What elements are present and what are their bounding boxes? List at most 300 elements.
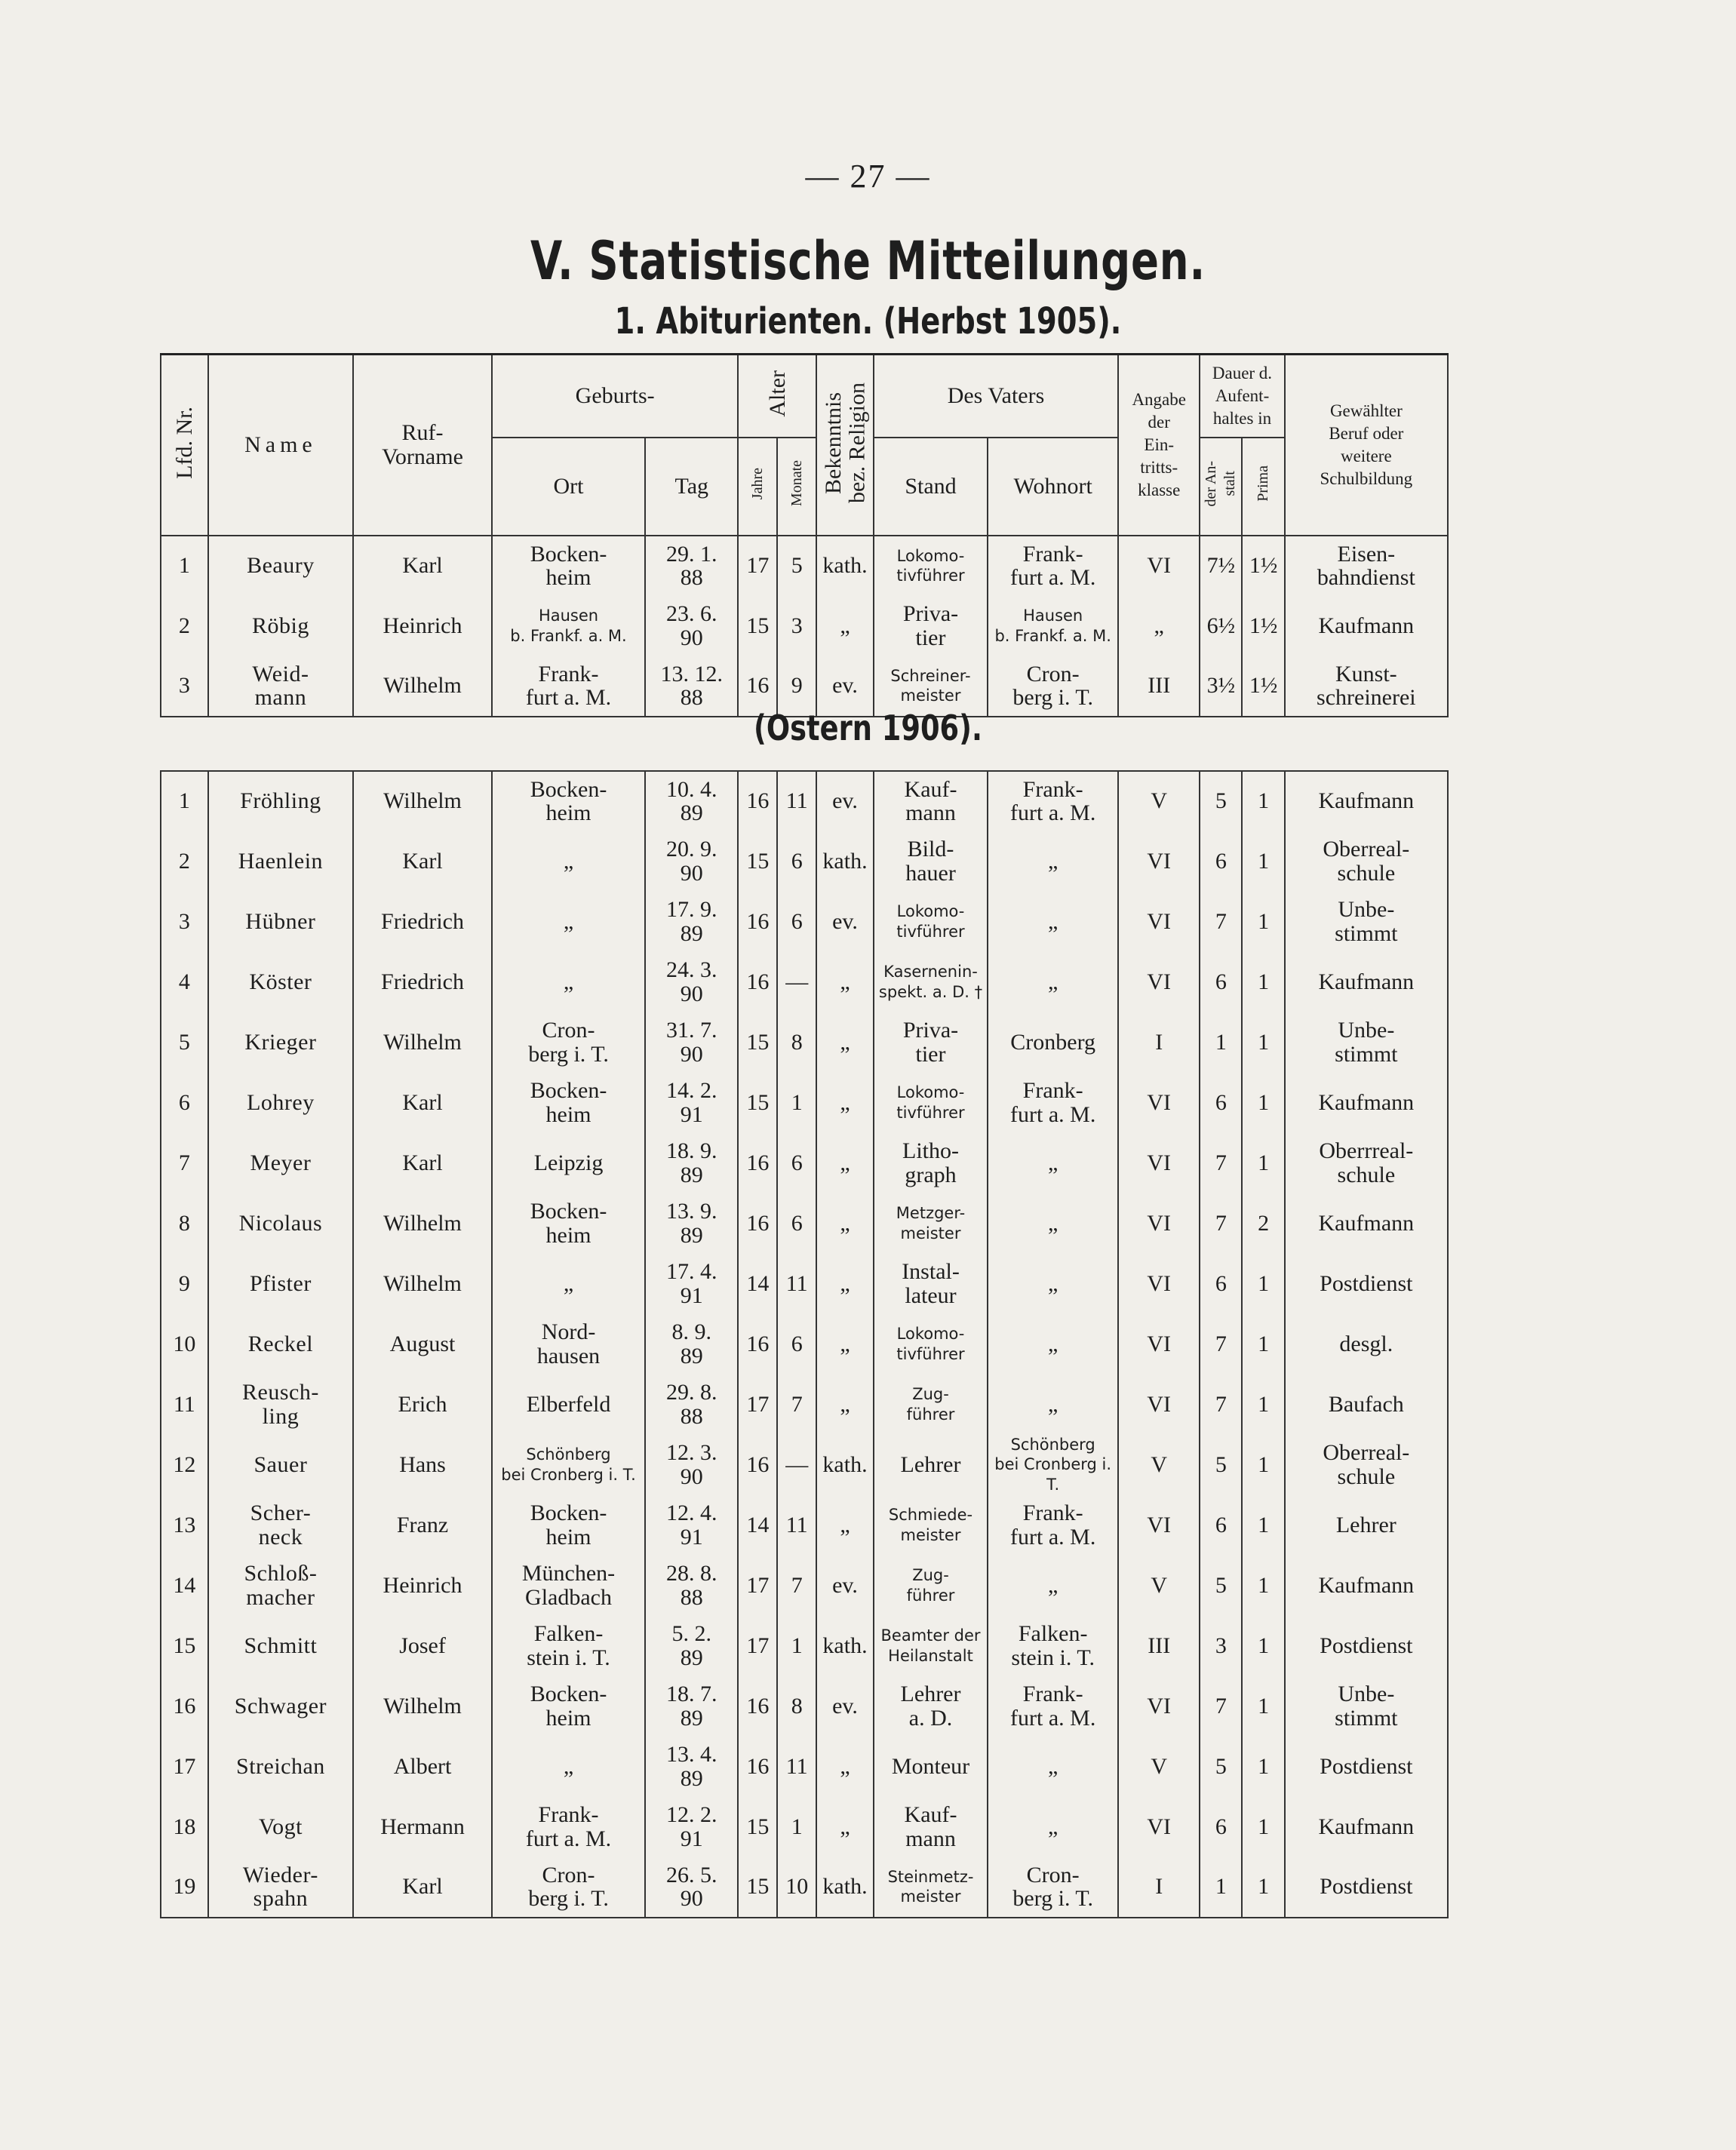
cell-vorname: August — [353, 1314, 492, 1374]
table-header — [161, 355, 1448, 536]
cell-klasse: VI — [1118, 1133, 1200, 1193]
cell-religion: kath. — [816, 1435, 874, 1495]
header-bekenntnis: Bekenntnis bez. Religion — [820, 382, 869, 503]
cell-anstalt: 7 — [1200, 892, 1242, 952]
cell-anstalt: 5 — [1200, 771, 1242, 831]
cell-jahre: 14 — [738, 1495, 777, 1556]
cell-vorname: Friedrich — [353, 952, 492, 1012]
cell-wohnort: Frank- furt a. M. — [988, 536, 1118, 596]
cell-jahre: 16 — [738, 1676, 777, 1737]
cell-vorname: Heinrich — [353, 596, 492, 656]
cell-tag: 17. 4. 91 — [645, 1254, 738, 1314]
cell-name: Wieder- spahn — [208, 1857, 353, 1918]
header-alter: Alter — [764, 370, 790, 417]
cell-klasse: VI — [1118, 952, 1200, 1012]
cell-beruf: Postdienst — [1285, 1737, 1448, 1797]
cell-religion: „ — [816, 1133, 874, 1193]
cell-klasse: I — [1118, 1012, 1200, 1073]
cell-vorname: Franz — [353, 1495, 492, 1556]
cell-beruf: Eisen- bahndienst — [1285, 536, 1448, 596]
cell-nr: 16 — [161, 1676, 208, 1737]
cell-stand: Lehrer a. D. — [874, 1676, 988, 1737]
cell-vorname: Albert — [353, 1737, 492, 1797]
cell-tag: 18. 9. 89 — [645, 1133, 738, 1193]
cell-religion: kath. — [816, 536, 874, 596]
cell-vorname: Wilhelm — [353, 656, 492, 717]
cell-wohnort: „ — [988, 1737, 1118, 1797]
cell-ort: Nord- hausen — [492, 1314, 645, 1374]
cell-beruf: Kaufmann — [1285, 1193, 1448, 1254]
table-row — [161, 596, 1448, 656]
cell-wohnort: „ — [988, 1556, 1118, 1616]
table-row — [161, 1797, 1448, 1857]
cell-monate: 10 — [777, 1857, 816, 1918]
cell-jahre: 15 — [738, 1073, 777, 1133]
cell-stand: Kauf- mann — [874, 1797, 988, 1857]
cell-stand: Metzger- meister — [874, 1193, 988, 1254]
cell-monate: 11 — [777, 1495, 816, 1556]
cell-tag: 12. 4. 91 — [645, 1495, 738, 1556]
cell-tag: 28. 8. 88 — [645, 1556, 738, 1616]
header-name: Name — [208, 355, 353, 536]
cell-anstalt: 6 — [1200, 952, 1242, 1012]
cell-klasse: VI — [1118, 1495, 1200, 1556]
cell-wohnort: „ — [988, 1193, 1118, 1254]
header-anstalt: der An- stalt — [1203, 460, 1239, 507]
cell-jahre: 16 — [738, 952, 777, 1012]
cell-anstalt: 5 — [1200, 1556, 1242, 1616]
cell-ort: Frank- furt a. M. — [492, 1797, 645, 1857]
cell-klasse: VI — [1118, 1193, 1200, 1254]
cell-wohnort: Frank- furt a. M. — [988, 771, 1118, 831]
header-des-vaters: Des Vaters — [874, 355, 1118, 438]
cell-beruf: desgl. — [1285, 1314, 1448, 1374]
cell-ort: Falken- stein i. T. — [492, 1616, 645, 1676]
cell-nr: 12 — [161, 1435, 208, 1495]
cell-anstalt: 1 — [1200, 1012, 1242, 1073]
cell-stand: Schreiner- meister — [874, 656, 988, 717]
cell-vorname: Josef — [353, 1616, 492, 1676]
cell-klasse: I — [1118, 1857, 1200, 1918]
cell-wohnort: „ — [988, 892, 1118, 952]
cell-beruf: Kaufmann — [1285, 1556, 1448, 1616]
table-row — [161, 536, 1448, 596]
cell-wohnort: Frank- furt a. M. — [988, 1073, 1118, 1133]
cell-beruf: Unbe- stimmt — [1285, 892, 1448, 952]
cell-stand: Priva- tier — [874, 596, 988, 656]
cell-nr: 7 — [161, 1133, 208, 1193]
cell-nr: 1 — [161, 536, 208, 596]
cell-jahre: 14 — [738, 1254, 777, 1314]
cell-prima: 1 — [1242, 1073, 1284, 1133]
section-title-ostern: (Ostern 1906). — [754, 708, 982, 748]
cell-ort: Leipzig — [492, 1133, 645, 1193]
header-monate: Monate — [788, 460, 805, 507]
cell-beruf: Kaufmann — [1285, 952, 1448, 1012]
cell-prima: 1 — [1242, 1314, 1284, 1374]
cell-nr: 19 — [161, 1857, 208, 1918]
cell-monate: 7 — [777, 1556, 816, 1616]
cell-beruf: Postdienst — [1285, 1616, 1448, 1676]
cell-religion: „ — [816, 1254, 874, 1314]
cell-wohnort: Cron- berg i. T. — [988, 656, 1118, 717]
cell-religion: „ — [816, 1073, 874, 1133]
cell-religion: „ — [816, 952, 874, 1012]
header-ort: Ort — [492, 438, 645, 536]
cell-ort: Bocken- heim — [492, 1495, 645, 1556]
table-row — [161, 1556, 1448, 1616]
cell-nr: 6 — [161, 1073, 208, 1133]
cell-ort: „ — [492, 1737, 645, 1797]
cell-prima: 1 — [1242, 1857, 1284, 1918]
cell-klasse: VI — [1118, 831, 1200, 892]
cell-klasse: III — [1118, 656, 1200, 717]
cell-nr: 11 — [161, 1374, 208, 1435]
cell-ort: Frank- furt a. M. — [492, 656, 645, 717]
cell-beruf: Kaufmann — [1285, 771, 1448, 831]
cell-stand: Bild- hauer — [874, 831, 988, 892]
cell-monate: 7 — [777, 1374, 816, 1435]
cell-prima: 1 — [1242, 1676, 1284, 1737]
cell-anstalt: 1 — [1200, 1857, 1242, 1918]
cell-vorname: Hans — [353, 1435, 492, 1495]
cell-beruf: Baufach — [1285, 1374, 1448, 1435]
cell-monate: 9 — [777, 656, 816, 717]
cell-religion: „ — [816, 1374, 874, 1435]
table-row — [161, 1435, 1448, 1495]
cell-nr: 3 — [161, 892, 208, 952]
cell-klasse: III — [1118, 1616, 1200, 1676]
table-row — [161, 892, 1448, 952]
cell-klasse: V — [1118, 771, 1200, 831]
cell-nr: 2 — [161, 596, 208, 656]
cell-klasse: VI — [1118, 1254, 1200, 1314]
cell-beruf: Kaufmann — [1285, 1797, 1448, 1857]
cell-monate: 3 — [777, 596, 816, 656]
cell-monate: 11 — [777, 1254, 816, 1314]
cell-klasse: VI — [1118, 1374, 1200, 1435]
cell-prima: 1 — [1242, 771, 1284, 831]
cell-nr: 15 — [161, 1616, 208, 1676]
cell-name: Nicolaus — [208, 1193, 353, 1254]
cell-religion: kath. — [816, 1616, 874, 1676]
cell-religion: „ — [816, 1797, 874, 1857]
cell-wohnort: „ — [988, 1254, 1118, 1314]
cell-stand: Lokomo- tivführer — [874, 536, 988, 596]
cell-name: Pfister — [208, 1254, 353, 1314]
cell-tag: 12. 2. 91 — [645, 1797, 738, 1857]
cell-prima: 1 — [1242, 892, 1284, 952]
cell-wohnort: Falken- stein i. T. — [988, 1616, 1118, 1676]
cell-prima: 1½ — [1242, 536, 1284, 596]
header-lfd: Lfd. Nr. — [171, 406, 197, 479]
cell-ort: „ — [492, 831, 645, 892]
cell-ort: Bocken- heim — [492, 536, 645, 596]
cell-prima: 1 — [1242, 831, 1284, 892]
cell-stand: Beamter der Heilanstalt — [874, 1616, 988, 1676]
statistics-table — [160, 353, 1449, 1918]
cell-tag: 10. 4. 89 — [645, 771, 738, 831]
cell-religion: kath. — [816, 1857, 874, 1918]
table-row — [161, 1133, 1448, 1193]
cell-ort: Bocken- heim — [492, 1676, 645, 1737]
cell-wohnort: Hausen b. Frankf. a. M. — [988, 596, 1118, 656]
cell-prima: 1 — [1242, 1616, 1284, 1676]
cell-stand: Zug- führer — [874, 1374, 988, 1435]
cell-vorname: Heinrich — [353, 1556, 492, 1616]
cell-stand: Lokomo- tivführer — [874, 1073, 988, 1133]
table-row — [161, 1616, 1448, 1676]
table-row — [161, 952, 1448, 1012]
cell-jahre: 15 — [738, 1797, 777, 1857]
cell-religion: ev. — [816, 1556, 874, 1616]
cell-anstalt: 7 — [1200, 1676, 1242, 1737]
cell-prima: 1 — [1242, 1374, 1284, 1435]
cell-religion: „ — [816, 596, 874, 656]
cell-tag: 13. 9. 89 — [645, 1193, 738, 1254]
cell-beruf: Postdienst — [1285, 1254, 1448, 1314]
cell-tag: 14. 2. 91 — [645, 1073, 738, 1133]
cell-prima: 2 — [1242, 1193, 1284, 1254]
cell-religion: „ — [816, 1314, 874, 1374]
cell-jahre: 15 — [738, 1857, 777, 1918]
cell-beruf: Oberreal- schule — [1285, 831, 1448, 892]
cell-jahre: 16 — [738, 656, 777, 717]
cell-jahre: 15 — [738, 1012, 777, 1073]
cell-name: Beaury — [208, 536, 353, 596]
cell-vorname: Karl — [353, 1073, 492, 1133]
header-jahre: Jahre — [748, 467, 766, 500]
table-row — [161, 1374, 1448, 1435]
header-angabe: Angabe der Ein- tritts- klasse — [1118, 355, 1200, 536]
cell-anstalt: 6 — [1200, 1495, 1242, 1556]
cell-monate: — — [777, 1435, 816, 1495]
cell-vorname: Karl — [353, 1133, 492, 1193]
cell-name: Weid- mann — [208, 656, 353, 717]
cell-tag: 8. 9. 89 — [645, 1314, 738, 1374]
cell-nr: 5 — [161, 1012, 208, 1073]
cell-jahre: 16 — [738, 1737, 777, 1797]
cell-jahre: 17 — [738, 536, 777, 596]
cell-wohnort: „ — [988, 1374, 1118, 1435]
cell-monate: 1 — [777, 1073, 816, 1133]
cell-monate: 5 — [777, 536, 816, 596]
header-beruf: Gewählter Beruf oder weitere Schulbildung — [1285, 355, 1448, 536]
cell-vorname: Wilhelm — [353, 771, 492, 831]
cell-monate: 6 — [777, 892, 816, 952]
cell-vorname: Karl — [353, 1857, 492, 1918]
cell-wohnort: „ — [988, 952, 1118, 1012]
table-row — [161, 1193, 1448, 1254]
cell-name: Meyer — [208, 1133, 353, 1193]
cell-klasse: V — [1118, 1556, 1200, 1616]
cell-vorname: Karl — [353, 536, 492, 596]
cell-stand: Zug- führer — [874, 1556, 988, 1616]
cell-stand: Steinmetz- meister — [874, 1857, 988, 1918]
cell-prima: 1 — [1242, 1797, 1284, 1857]
cell-jahre: 16 — [738, 771, 777, 831]
herbst-rows — [161, 536, 1448, 717]
cell-monate: 6 — [777, 831, 816, 892]
cell-jahre: 16 — [738, 1435, 777, 1495]
cell-prima: 1½ — [1242, 596, 1284, 656]
cell-stand: Monteur — [874, 1737, 988, 1797]
cell-prima: 1 — [1242, 1556, 1284, 1616]
cell-stand: Lehrer — [874, 1435, 988, 1495]
cell-stand: Kauf- mann — [874, 771, 988, 831]
cell-name: Fröhling — [208, 771, 353, 831]
cell-klasse: „ — [1118, 596, 1200, 656]
cell-tag: 13. 12. 88 — [645, 656, 738, 717]
table-row — [161, 1314, 1448, 1374]
cell-jahre: 16 — [738, 892, 777, 952]
cell-nr: 8 — [161, 1193, 208, 1254]
cell-klasse: VI — [1118, 1676, 1200, 1737]
page-title: V. Statistische Mitteilungen. — [530, 230, 1206, 292]
cell-jahre: 15 — [738, 596, 777, 656]
cell-religion: kath. — [816, 831, 874, 892]
cell-nr: 4 — [161, 952, 208, 1012]
cell-klasse: VI — [1118, 892, 1200, 952]
table-row — [161, 1073, 1448, 1133]
header-geburts: Geburts- — [492, 355, 738, 438]
cell-wohnort: Cron- berg i. T. — [988, 1857, 1118, 1918]
cell-anstalt: 7 — [1200, 1314, 1242, 1374]
cell-tag: 31. 7. 90 — [645, 1012, 738, 1073]
cell-beruf: Postdienst — [1285, 1857, 1448, 1918]
table-row — [161, 1676, 1448, 1737]
cell-ort: Bocken- heim — [492, 771, 645, 831]
cell-prima: 1 — [1242, 1737, 1284, 1797]
cell-nr: 2 — [161, 831, 208, 892]
cell-prima: 1 — [1242, 952, 1284, 1012]
cell-stand: Lokomo- tivführer — [874, 892, 988, 952]
table-row — [161, 1857, 1448, 1918]
cell-jahre: 17 — [738, 1374, 777, 1435]
cell-vorname: Wilhelm — [353, 1193, 492, 1254]
cell-tag: 20. 9. 90 — [645, 831, 738, 892]
cell-name: Haenlein — [208, 831, 353, 892]
cell-prima: 1 — [1242, 1133, 1284, 1193]
cell-stand: Lokomo- tivführer — [874, 1314, 988, 1374]
cell-tag: 12. 3. 90 — [645, 1435, 738, 1495]
cell-ort: Cron- berg i. T. — [492, 1857, 645, 1918]
cell-nr: 13 — [161, 1495, 208, 1556]
cell-religion: ev. — [816, 1676, 874, 1737]
cell-ort: „ — [492, 1254, 645, 1314]
cell-tag: 17. 9. 89 — [645, 892, 738, 952]
cell-monate: 6 — [777, 1193, 816, 1254]
cell-name: Schwager — [208, 1676, 353, 1737]
cell-monate: — — [777, 952, 816, 1012]
cell-wohnort: „ — [988, 1314, 1118, 1374]
cell-tag: 29. 8. 88 — [645, 1374, 738, 1435]
cell-anstalt: 6 — [1200, 1254, 1242, 1314]
cell-monate: 11 — [777, 1737, 816, 1797]
cell-nr: 14 — [161, 1556, 208, 1616]
cell-monate: 1 — [777, 1797, 816, 1857]
cell-nr: 1 — [161, 771, 208, 831]
cell-tag: 29. 1. 88 — [645, 536, 738, 596]
cell-klasse: V — [1118, 1435, 1200, 1495]
cell-beruf: Lehrer — [1285, 1495, 1448, 1556]
cell-vorname: Karl — [353, 831, 492, 892]
cell-name: Köster — [208, 952, 353, 1012]
cell-anstalt: 7 — [1200, 1374, 1242, 1435]
header-prima: Prima — [1255, 465, 1272, 502]
cell-religion: „ — [816, 1193, 874, 1254]
cell-anstalt: 7½ — [1200, 536, 1242, 596]
cell-wohnort: Frank- furt a. M. — [988, 1676, 1118, 1737]
table-row — [161, 831, 1448, 892]
cell-nr: 10 — [161, 1314, 208, 1374]
cell-vorname: Friedrich — [353, 892, 492, 952]
cell-klasse: V — [1118, 1737, 1200, 1797]
cell-stand: Instal- lateur — [874, 1254, 988, 1314]
cell-nr: 17 — [161, 1737, 208, 1797]
cell-stand: Priva- tier — [874, 1012, 988, 1073]
cell-name: Lohrey — [208, 1073, 353, 1133]
cell-name: Scher- neck — [208, 1495, 353, 1556]
cell-ort: Schönberg bei Cronberg i. T. — [492, 1435, 645, 1495]
cell-religion: „ — [816, 1737, 874, 1797]
cell-anstalt: 6½ — [1200, 596, 1242, 656]
cell-ort: München- Gladbach — [492, 1556, 645, 1616]
cell-religion: ev. — [816, 656, 874, 717]
cell-vorname: Wilhelm — [353, 1676, 492, 1737]
cell-prima: 1 — [1242, 1012, 1284, 1073]
cell-ort: Hausen b. Frankf. a. M. — [492, 596, 645, 656]
cell-beruf: Unbe- stimmt — [1285, 1012, 1448, 1073]
cell-beruf: Kaufmann — [1285, 596, 1448, 656]
cell-name: Krieger — [208, 1012, 353, 1073]
cell-anstalt: 5 — [1200, 1737, 1242, 1797]
ostern-rows — [161, 771, 1448, 1918]
cell-nr: 18 — [161, 1797, 208, 1857]
header-tag: Tag — [645, 438, 738, 536]
cell-prima: 1½ — [1242, 656, 1284, 717]
cell-name: Röbig — [208, 596, 353, 656]
cell-monate: 1 — [777, 1616, 816, 1676]
table-row — [161, 1012, 1448, 1073]
cell-name: Reusch- ling — [208, 1374, 353, 1435]
cell-anstalt: 3 — [1200, 1616, 1242, 1676]
cell-name: Schmitt — [208, 1616, 353, 1676]
cell-tag: 18. 7. 89 — [645, 1676, 738, 1737]
cell-nr: 9 — [161, 1254, 208, 1314]
cell-wohnort: „ — [988, 1797, 1118, 1857]
header-stand: Stand — [874, 438, 988, 536]
cell-klasse: VI — [1118, 1797, 1200, 1857]
cell-tag: 13. 4. 89 — [645, 1737, 738, 1797]
cell-jahre: 16 — [738, 1314, 777, 1374]
cell-beruf: Kunst- schreinerei — [1285, 656, 1448, 717]
cell-tag: 24. 3. 90 — [645, 952, 738, 1012]
cell-beruf: Unbe- stimmt — [1285, 1676, 1448, 1737]
cell-monate: 11 — [777, 771, 816, 831]
cell-stand: Kasernenin- spekt. a. D. † — [874, 952, 988, 1012]
page-number: — 27 — — [805, 158, 931, 195]
cell-jahre: 15 — [738, 831, 777, 892]
cell-monate: 8 — [777, 1012, 816, 1073]
cell-ort: „ — [492, 892, 645, 952]
cell-ort: „ — [492, 952, 645, 1012]
cell-jahre: 16 — [738, 1133, 777, 1193]
cell-religion: „ — [816, 1012, 874, 1073]
cell-monate: 8 — [777, 1676, 816, 1737]
cell-wohnort: Frank- furt a. M. — [988, 1495, 1118, 1556]
table-row — [161, 1737, 1448, 1797]
